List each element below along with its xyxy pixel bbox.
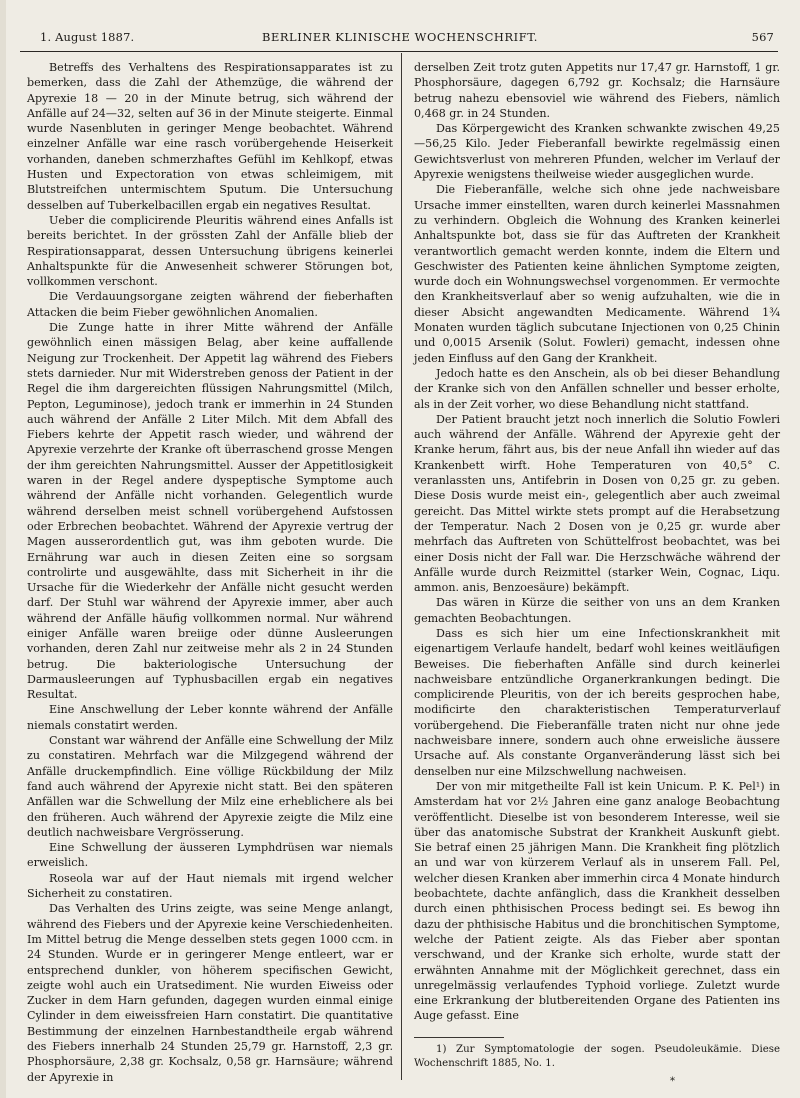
paragraph: Ueber die complicirende Pleuritis während eines Anfalls ist bereits berichtet. In der grössten Zahl der Anfälle blieb der Respirationsapparat, dessen Untersuchung übrigens keinerlei Anhaltspunkte für die Anwesenheit schwerer Störungen bot, vollkommen verschont. — [27, 213, 393, 289]
paragraph: Jedoch hatte es den Anschein, als ob bei dieser Behandlung der Kranke sich von den Anfällen schneller und besser erholte, als in der Zeit vorher, wo diese Behandlung nicht stattfand. — [414, 366, 780, 411]
paragraph: Eine Anschwellung der Leber konnte während der Anfälle niemals constatirt werden. — [27, 703, 393, 732]
header-date: 1. August 1887. — [40, 30, 135, 44]
paragraph: Der Patient braucht jetzt noch innerlich die Solutio Fowleri auch während der Anfälle. Während der Apyrexie geht der Kranke herum, fährt aus, bis der neue Anfall ihn wieder auf das Krankenbett wirft. Hohe Temperaturen von 40,5° C. veranlassten uns, Antifebrin in Dosen von 0,25 gr. zu geben. Diese Dosis wurde meist ein-, gelegentlich aber auch zweimal gereicht. Das Mittel wirkte stets prompt auf die Herabsetzung der Temperatur. Nach 2 Dosen von je 0,25 gr. wurde aber mehrfach das Auftreten von Schüttelfrost beobachtet, was bei einer Dosis nicht der Fall war. Die Herzschwäche während der Anfälle wurde durch Reizmittel (starker Wein, Cognac, Liqu. ammon. anis, Benzoesäure) bekämpft. — [414, 412, 780, 595]
paragraph: Constant war während der Anfälle eine Schwellung der Milz zu constatiren. Mehrfach war die Milzgegend während der Anfälle druckempfindlich. Eine völlige Rückbildung der Milz fand auch während der Apyrexie nicht statt. Bei den späteren Anfällen war die Schwellung der Milz eine erheblichere als bei den früheren. Auch während der Apyrexie zeigte die Milz eine deutlich nachweisbare Vergrösserung. — [27, 734, 393, 839]
journal-title: BERLINER KLINISCHE WOCHENSCHRIFT. — [262, 30, 538, 44]
paragraph: Das Verhalten des Urins zeigte, was seine Menge anlangt, während des Fiebers und der Apyrexie keine Verschiedenheiten. Im Mittel betrug die Menge desselben stets gegen 1000 ccm. in 24 Stunden. Wurde er in geringerer Menge entleert, war er entsprechend dunkler, von höherem specifischen Gewicht, zeigte wohl auch ein Uratsediment. Nie wurden Eiweiss oder Zucker in dem Harn gefunden, dagegen wurden einmal einige Cylinder in dem eiweissfreien Harn constatirt. Die quantitative Bestimmung der einzelnen Harnbestandtheile ergab während des Fiebers innerhalb 24 Stunden 25,79 gr. Harnstoff, 2,3 gr. Phosphorsäure, 2,38 gr. Kochsalz, 0,58 gr. Harnsäure; während der Apyrexie in — [27, 902, 393, 1084]
left-column — [27, 60, 393, 1085]
paragraph: derselben Zeit trotz guten Appetits nur 17,47 gr. Harnstoff, 1 gr. Phosphorsäure, dagegen 6,792 gr. Kochsalz; die Harnsäure betrug nahezu ebensoviel wie während des Fiebers, nämlich 0,468 gr. in 24 Stunden. — [414, 61, 780, 120]
page-header — [26, 30, 774, 48]
bottom-mark: * — [670, 1076, 675, 1087]
paragraph: Eine Schwellung der äusseren Lymphdrüsen war niemals erweislich. — [27, 841, 393, 870]
footnote-rule — [414, 1037, 504, 1038]
right-column — [414, 60, 780, 1024]
paragraph: Der von mir mitgetheilte Fall ist kein Unicum. P. K. Pel¹) in Amsterdam hat vor 2½ Jahren eine ganz analoge Beobachtung veröffentlicht. Dieselbe ist von besonderem Interesse, weil sie über das anatomische Substrat der Krankheit Auskunft giebt. Sie betraf einen 25 jährigen Mann. Die Krankheit fing plötzlich an und war von kürzerem Verlauf als in unserem Fall. Pel, welcher diesen Kranken aber immerhin circa 4 Monate hindurch beobachtete, dachte anfänglich, dass die Krankheit desselben durch einen phthisischen Process bedingt sei. Es bewog ihn dazu der phthisische Habitus und die bronchitischen Symptome, welche der Patient zeigte. Als das Fieber aber spontan verschwand, und der Kranke sich erholte, wurde statt der erwähnten Annahme mit der Möglichkeit gerechnet, dass ein unregelmässig verlaufendes Typhoid vorliege. Zuletzt wurde eine Erkrankung der blutbereitenden Organe des Patienten ins Auge gefasst. Eine — [414, 779, 780, 1023]
page-number: 567 — [751, 30, 774, 44]
paragraph: Die Verdauungsorgane zeigten während der fieberhaften Attacken die beim Fieber gewöhnlichen Anomalien. — [27, 290, 393, 319]
footnote: 1) Zur Symptomatologie der sogen. Pseudoleukämie. Diese Wochenschrift 1885, No. 1. — [414, 1044, 780, 1069]
column-divider — [401, 53, 402, 1080]
paragraph: Das Körpergewicht des Kranken schwankte zwischen 49,25—56,25 Kilo. Jeder Fieberanfall bewirkte regelmässig einen Gewichtsverlust von mehreren Pfunden, welcher im Verlauf der Apyrexie wenigstens theilweise wieder ausgeglichen wurde. — [414, 122, 780, 182]
header-rule — [20, 51, 778, 52]
paragraph: Die Fieberanfälle, welche sich ohne jede nachweisbare Ursache immer einstellten, waren durch keinerlei Massnahmen zu verhindern. Obgleich die Wohnung des Kranken keinerlei Anhaltspunkte bot, dass sie für das Auftreten der Krankheit verantwortlich gemacht werden konnte, indem die Eltern und Geschwister des Patienten keine ähnlichen Symptome zeigten, wurde doch ein Wohnungswechsel vorgenommen. Er vermochte den Krankheitsverlauf aber so wenig aufzuhalten, wie die in dieser Absicht angewandten Medicamente. Während 1¾ Monaten wurden täglich subcutane Injectionen von 0,25 Chinin und 0,0015 Arsenik (Solut. Fowleri) gemacht, indessen ohne jeden Einfluss auf den Gang der Krankheit. — [414, 183, 780, 365]
paragraph: Dass es sich hier um eine Infectionskrankheit mit eigenartigem Verlaufe handelt, bedarf wohl keines weitläufigen Beweises. Die fieberhaften Anfälle sind durch keinerlei nachweisbare entzündliche Organerkrankungen bedingt. Die complicirende Pleuritis, von der ich bereits gesprochen habe, modificirte den charakteristischen Temperaturverlauf vorübergehend. Die Fieberanfälle traten nicht nur ohne jede nachweisbare innere, sondern auch ohne erweisliche äussere Ursache auf. Als constante Organveränderung lässt sich bei denselben nur eine Milzschwellung nachweisen. — [414, 626, 780, 778]
paragraph: Betreffs des Verhaltens des Respirationsapparates ist zu bemerken, dass die Zahl der Athemzüge, die während der Apyrexie 18 — 20 in der Minute betrug, sich während der Anfälle auf 24—32, selten auf 36 in der Minute steigerte. Einmal wurde Nasenbluten in geringer Menge beobachtet. Während einzelner Anfälle war eine rasch vorübergehende Heiserkeit vorhanden, daneben schmerzhaftes Gefühl im Kehlkopf, etwas Husten und Expectoration von etwas schleimigem, mit Blutstreifchen untermischtem Sputum. Die Untersuchung desselben auf Tuberkelbacillen ergab ein negatives Resultat. — [27, 61, 393, 212]
scan-edge — [0, 0, 6, 1098]
paragraph: Die Zunge hatte in ihrer Mitte während der Anfälle gewöhnlich einen mässigen Belag, aber keine auffallende Neigung zur Trockenheit. Der Appetit lag während des Fiebers stets darnieder. Nur mit Widerstreben genoss der Patient in der Regel die ihm dargereichten flüssigen Nahrungsmittel (Milch, Pepton, Leguminose), jedoch trank er immerhin in 24 Stunden auch während der Anfälle 2 Liter Milch. Mit dem Abfall des Fiebers kehrte der Appetit rasch wieder, und während der Apyrexie verzehrte der Kranke oft überraschend grosse Mengen der ihm gereichten Nahrungsmittel. Ausser der Appetitlosigkeit waren in der Regel andere dyspeptische Symptome auch während der Anfälle nicht vorhanden. Gelegentlich wurde während derselben meist schnell vorübergehend Aufstossen oder Erbrechen beobachtet. Während der Apyrexie vertrug der Magen ausserordentlich gut, was ihm geboten wurde. Die Ernährung war auch in diesen Zeiten eine so sorgsam controlirte und ausgewählte, dass mit Sicherheit in ihr die Ursache für die Wiederkehr der Anfälle nicht gesucht werden darf. Der Stuhl war während der Apyrexie immer, aber auch während der Anfälle häufig vollkommen normal. Nur während einiger Anfälle waren breiige oder dünne Ausleerungen vorhanden, deren Zahl nur zeitweise mehr als 2 in 24 Stunden betrug. Die bakteriologische Untersuchung der Darmausleerungen auf Typhusbacillen ergab ein negatives Resultat. — [27, 321, 393, 702]
paragraph: Das wären in Kürze die seither von uns an dem Kranken gemachten Beobachtungen. — [414, 596, 780, 625]
paragraph: Roseola war auf der Haut niemals mit irgend welcher Sicherheit zu constatiren. — [27, 871, 393, 901]
